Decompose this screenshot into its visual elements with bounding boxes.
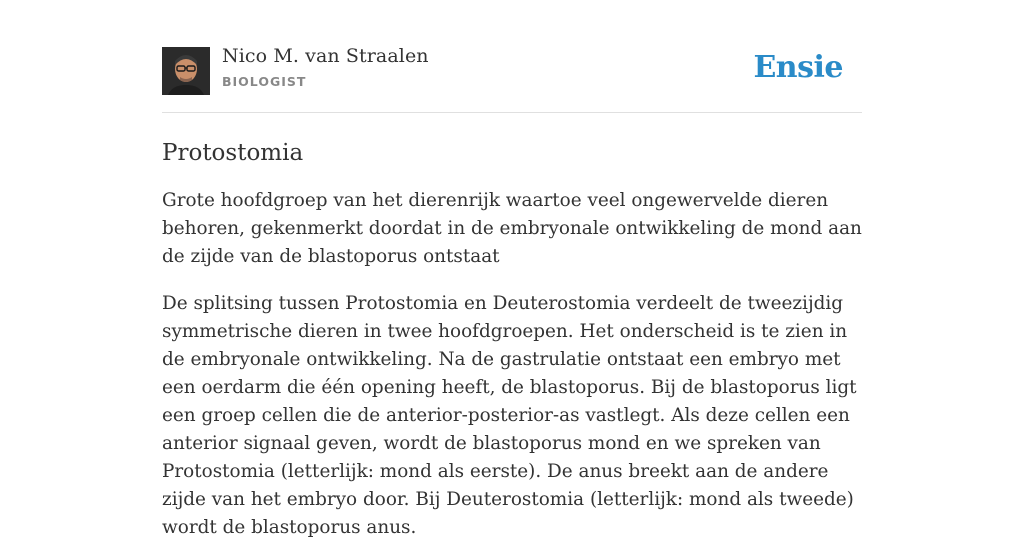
article-title: Protostomia xyxy=(162,140,304,166)
article-summary: Grote hoofdgroep van het dierenrijk waartoe veel ongewervelde dieren behoren, gekenmerkt doordat in de embryonale ontwikkeling de mond aan de zijde van de blastoporus ontstaat xyxy=(162,190,862,267)
author-name[interactable]: Nico M. van Straalen xyxy=(222,45,429,67)
ensie-logo[interactable]: Ensie xyxy=(753,50,843,85)
author-portrait-icon xyxy=(162,47,210,95)
article-page xyxy=(162,0,862,542)
article-header xyxy=(162,0,862,113)
author-avatar[interactable] xyxy=(162,47,210,95)
author-role: BIOLOGIST xyxy=(222,74,307,89)
article-body: De splitsing tussen Protostomia en Deuterostomia verdeelt de tweezijdig symmetrische dieren in twee hoofdgroepen. Het onderscheid is te zien in de embryonale ontwikkeling. Na de gastrulatie ontstaat een embryo met een oerdarm die één opening heeft, de blastoporus. Bij de blastoporus ligt een groep cellen die de anterior-posterior-as vastlegt. Als deze cellen een anterior signaal geven, wordt de blastoporus mond en we spreken van Protostomia (letterlijk: mond als eerste). De anus breekt aan de andere zijde van het embryo door. Bij Deuterostomia (letterlijk: mond als tweede) wordt de blastoporus anus. xyxy=(162,293,857,538)
